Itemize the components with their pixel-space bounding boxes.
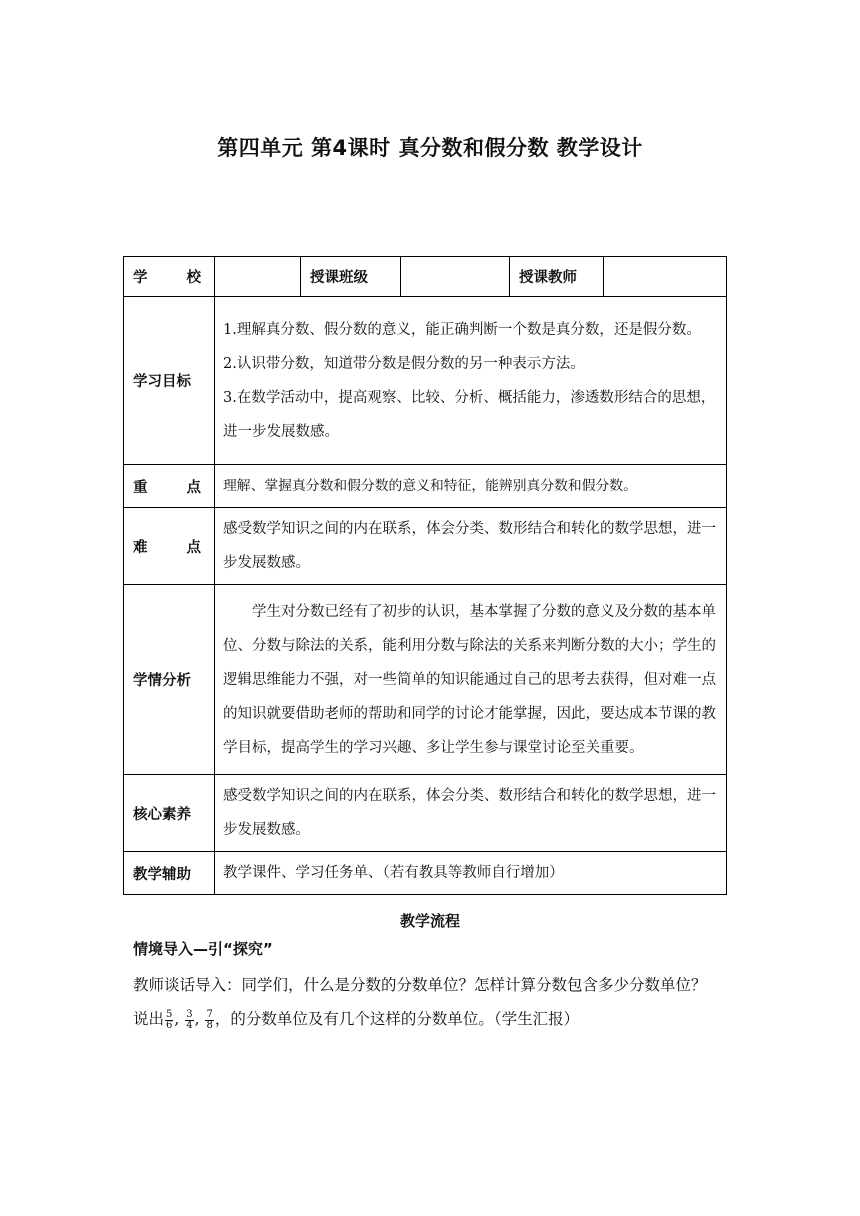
- intro-text-block: [133, 968, 733, 1036]
- table-row: [124, 508, 727, 585]
- goal-item: 2.认识带分数，知道带分数是假分数的另一种表示方法。: [223, 355, 585, 372]
- teaching-aid-label: 教学辅助: [124, 852, 215, 895]
- fraction: $\frac{5}{6}$: [166, 1008, 173, 1031]
- table-row: [124, 465, 727, 508]
- table-row: [124, 297, 727, 465]
- fraction-question: 说出 $\frac{5}{6}$ , $\frac{3}{4}$ , $\frac{7}{8}$ ，的分数单位及有几个这样的分数单位。（学生汇报）: [133, 1008, 580, 1031]
- table-row: [124, 257, 727, 297]
- analysis-content: 学生对分数已经有了初步的认识，基本掌握了分数的意义及分数的基本单位、分数与除法的关系，能利用分数与除法的关系来判断分数的大小；学生的逻辑思维能力不强，对一些简单的知识能通过自己的思考去获得，但对难一点的知识就要借助老师的帮助和同学的讨论才能掌握，因此，要达成本节课的教学目标，提高学生的学习兴趣、多让学生参与课堂讨论至关重要。: [215, 585, 727, 775]
- goal-item: 3.在数学活动中，提高观察、比较、分析、概括能力，渗透数形结合的思想，进一步发展数感。: [223, 389, 716, 440]
- goals-content: [215, 297, 727, 465]
- flow-title: 教学流程: [399, 912, 460, 930]
- teacher-label: 授课教师: [510, 257, 604, 297]
- intro-paragraph: 教师谈话导入：同学们，什么是分数的分数单位？怎样计算分数包含多少分数单位？: [133, 976, 707, 994]
- class-value: [401, 257, 510, 297]
- difficulty-label: 难 点: [124, 508, 215, 585]
- goals-label: 学习目标: [124, 297, 215, 465]
- class-label: 授课班级: [301, 257, 401, 297]
- goal-item: 1.理解真分数、假分数的意义，能正确判断一个数是真分数，还是假分数。: [223, 321, 701, 338]
- section-heading: 情境导入—引“探究”: [133, 940, 273, 958]
- difficulty-content: 感受数学知识之间的内在联系，体会分类、数形结合和转化的数学思想，进一步发展数感。: [215, 508, 727, 585]
- core-literacy-content: 感受数学知识之间的内在联系，体会分类、数形结合和转化的数学思想，进一步发展数感。: [215, 775, 727, 852]
- core-literacy-label: 核心素养: [124, 775, 215, 852]
- school-value: [215, 257, 301, 297]
- teacher-value: [604, 257, 727, 297]
- school-label: 学 校: [124, 257, 215, 297]
- key-point-content: 理解、掌握真分数和假分数的意义和特征，能辨别真分数和假分数。: [215, 465, 727, 508]
- lesson-info-table: [123, 256, 727, 895]
- key-point-label: 重 点: [124, 465, 215, 508]
- analysis-label: 学情分析: [124, 585, 215, 775]
- fraction: $\frac{3}{4}$: [186, 1008, 193, 1031]
- teaching-aid-content: 教学课件、学习任务单、（若有教具等教师自行增加）: [215, 852, 727, 895]
- page-title: 第四单元 第4课时 真分数和假分数 教学设计: [217, 136, 643, 160]
- table-row: [124, 775, 727, 852]
- fraction: $\frac{7}{8}$: [206, 1008, 213, 1031]
- table-row: [124, 852, 727, 895]
- table-row: [124, 585, 727, 775]
